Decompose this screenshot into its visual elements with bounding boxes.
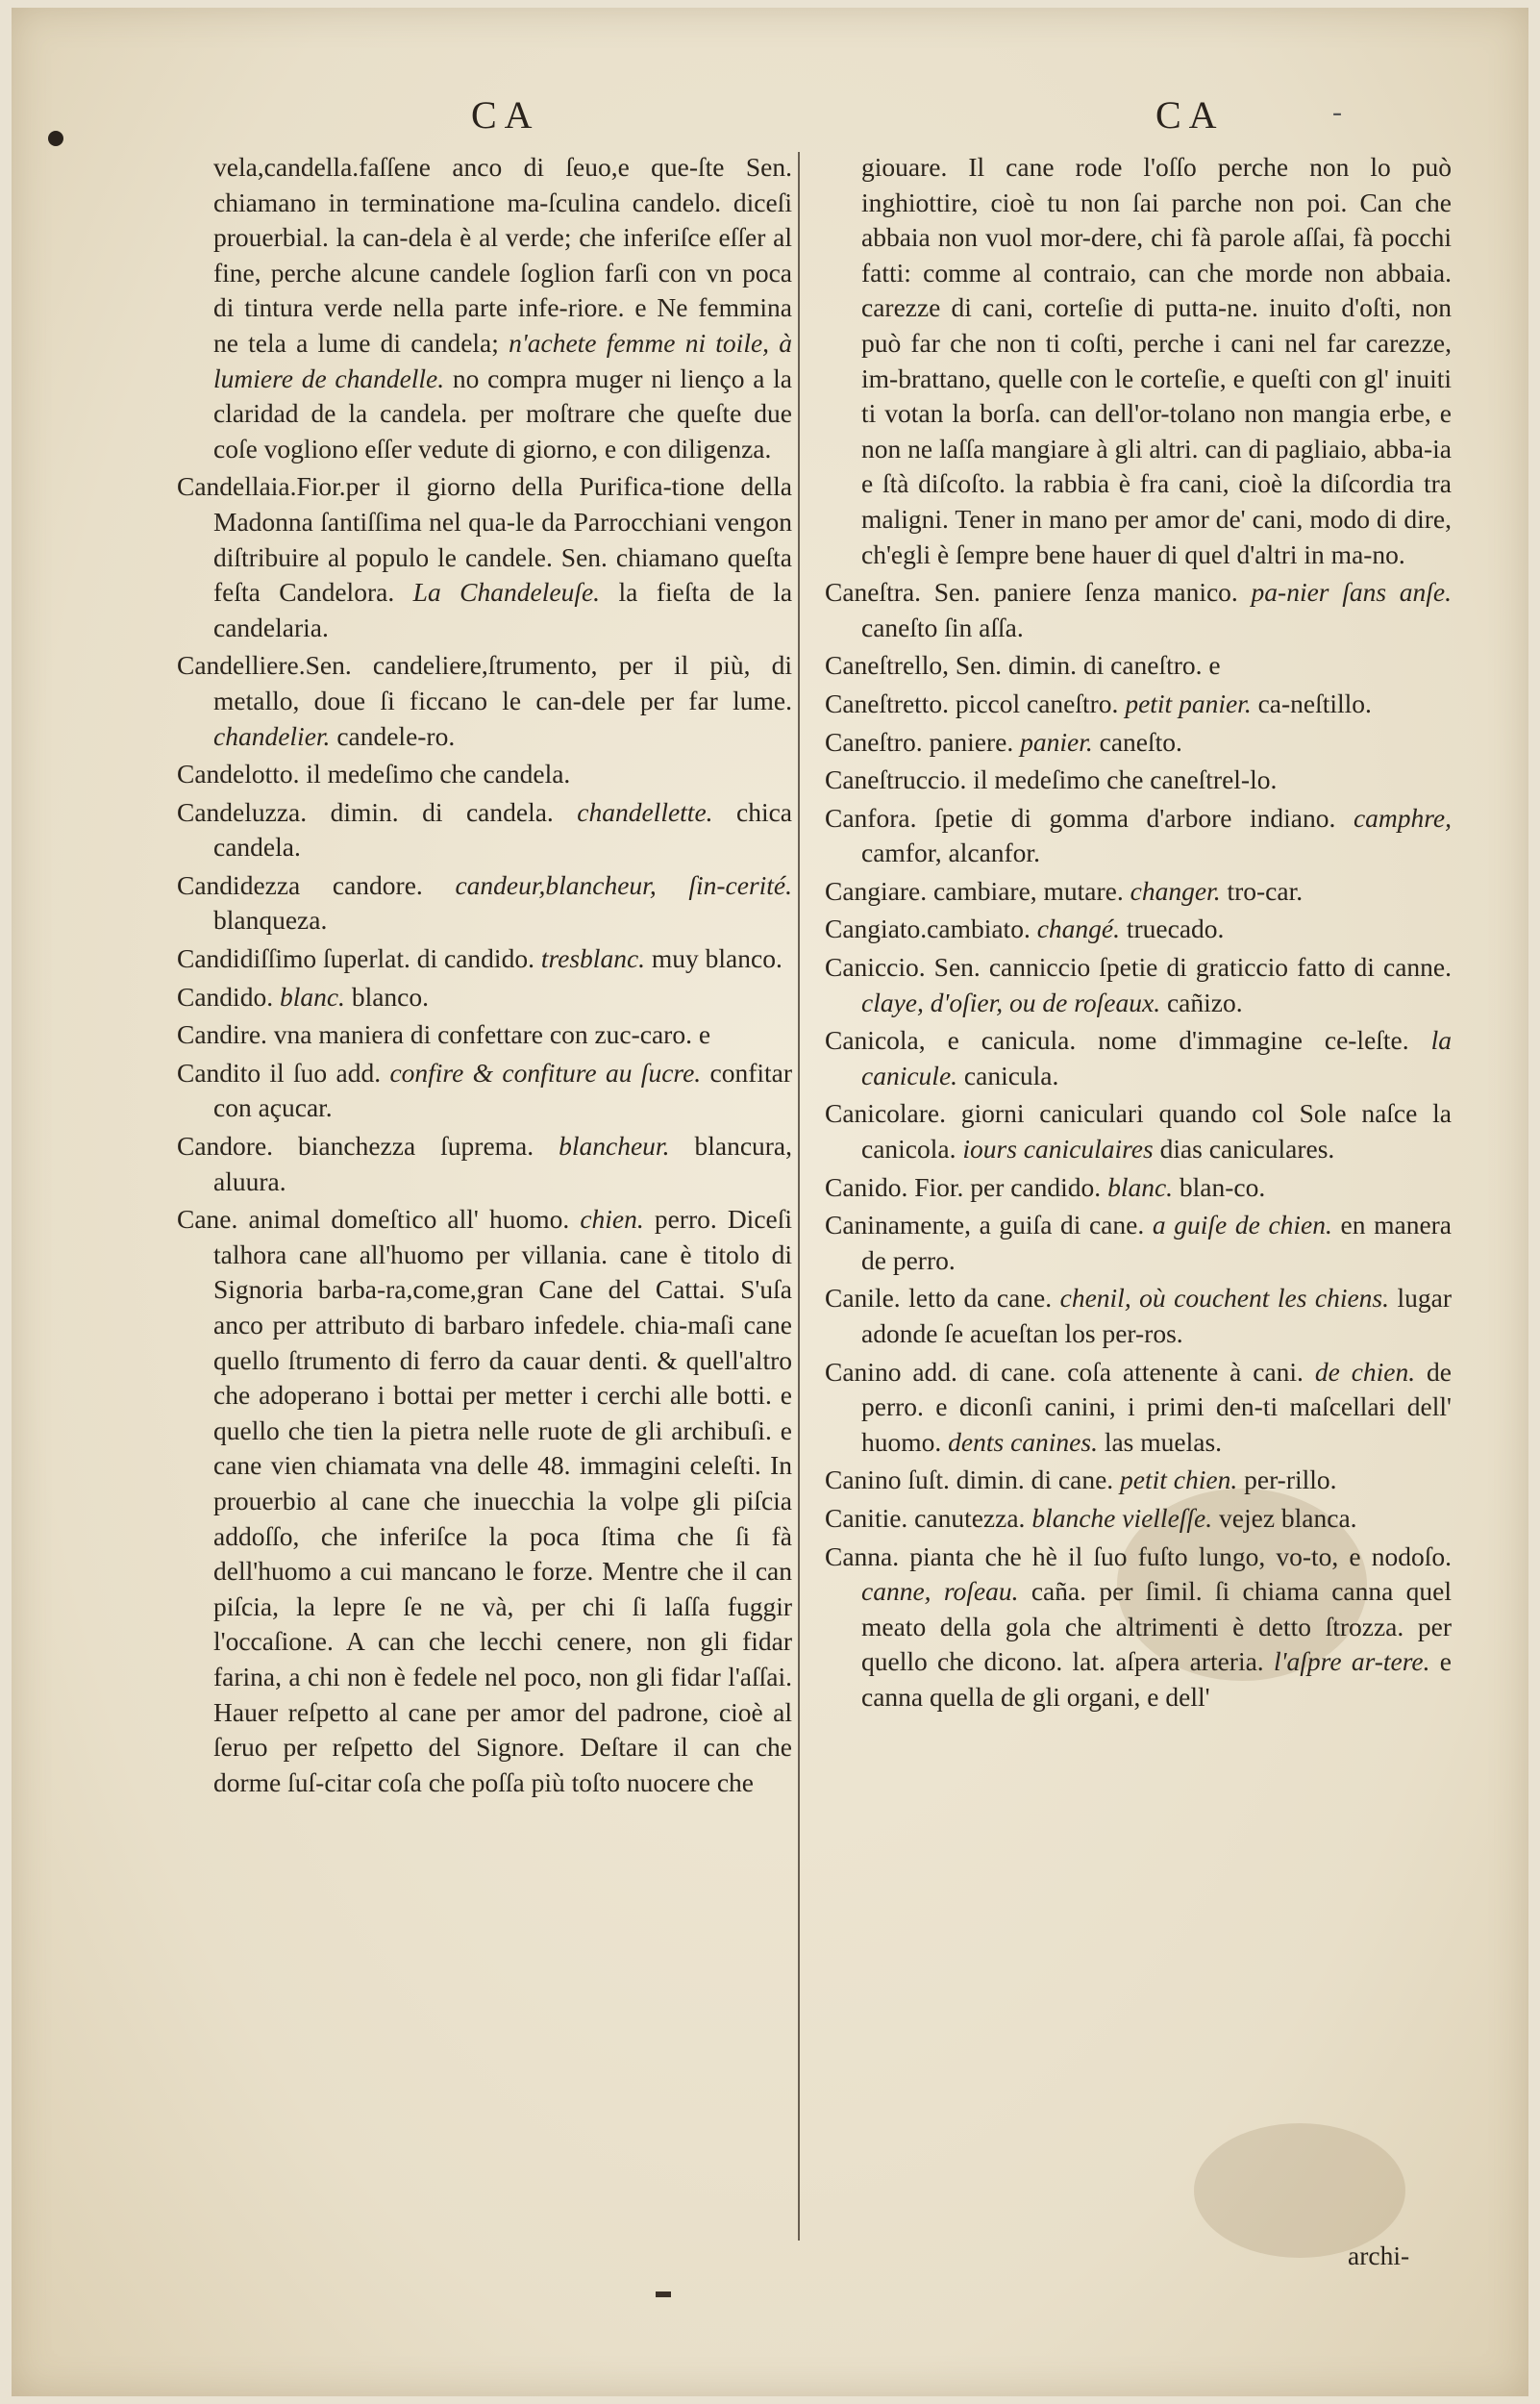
running-head-right: CA <box>1155 93 1225 137</box>
french-equivalent: confire & confiture au ſucre. <box>389 1057 702 1088</box>
entry-text: Canicolare. giorni caniculari quando col Sole naſce la canicola. <box>825 1098 1452 1164</box>
entry-text: canicula. <box>963 1060 1059 1090</box>
entry-text: Cangiato.cambiato. <box>825 914 1031 944</box>
right-column <box>825 150 1452 1718</box>
dictionary-entry <box>177 150 792 466</box>
entry-text: vela,candella.faſſene anco di ſeuo,e que-ſte Sen. chiamano in terminatione ma-ſculina candelo. diceſi prouerbial. la can-dela è al verde; che inferiſce eſſer al fine, perche alcune candele ſoglion farſi con vn poca di tintura verde nella parte infe-riore. e Ne femmina ne tela a lume di candela; <box>213 152 792 358</box>
dictionary-entry <box>825 648 1452 684</box>
entry-text: Canino ſuſt. dimin. di cane. <box>825 1465 1114 1495</box>
entry-text: e canna quella de gli organi, e dell' <box>861 1646 1453 1712</box>
entry-text: Candire. vna maniera di confettare con zuc-caro. e <box>177 1019 711 1050</box>
entry-text: Caneſtretto. piccol caneſtro. <box>825 688 1119 718</box>
entry-text: Canino add. di cane. coſa attenente à cani. <box>825 1356 1304 1387</box>
entry-text: blanqueza. <box>213 905 328 936</box>
french-equivalent: blanc. <box>279 981 345 1012</box>
entry-text: Caniccio. Sen. canniccio ſpetie di graticcio fatto di canne. <box>825 952 1452 983</box>
dictionary-entry <box>177 1202 792 1800</box>
entry-text: tro-car. <box>1227 875 1304 906</box>
dictionary-entry <box>825 801 1452 871</box>
ink-blot <box>48 131 63 146</box>
dictionary-entry <box>177 648 792 754</box>
entry-text: muy blanco. <box>651 943 782 974</box>
entry-text: blanco. <box>351 981 429 1012</box>
book-page <box>12 8 1528 2396</box>
catchword: archi- <box>1348 2241 1410 2270</box>
entry-text: truecado. <box>1126 914 1225 944</box>
entry-text: las muelas. <box>1104 1426 1223 1457</box>
entry-text: Caneſtro. paniere. <box>825 726 1014 757</box>
entry-text: per-rillo. <box>1244 1465 1337 1495</box>
dictionary-entry <box>825 950 1452 1020</box>
entry-text: Candelliere.Sen. candeliere,ſtrumento, per il più, di metallo, doue ſi ficcano le can-dele per far lume. <box>177 650 792 715</box>
dictionary-entry <box>825 1023 1452 1093</box>
french-equivalent: iours caniculaires <box>962 1134 1154 1164</box>
entry-text: blan-co. <box>1179 1171 1266 1202</box>
dictionary-entry <box>177 1017 792 1053</box>
entry-text: vejez blanca. <box>1219 1502 1357 1533</box>
dictionary-entry <box>177 795 792 865</box>
entry-text: Caninamente, a guiſa di cane. <box>825 1210 1145 1240</box>
entry-text: Candeluzza. dimin. di candela. <box>177 796 554 827</box>
dictionary-entry <box>825 763 1452 798</box>
entry-text: blancura, aluura. <box>213 1131 793 1196</box>
entry-text: no compra muger ni lienço a la claridad de la candela. per moſtrare che queſte due coſe vogliono eſſer vedute di giorno, e con diligenza. <box>213 363 792 463</box>
entry-text: Candore. bianchezza ſuprema. <box>177 1131 534 1162</box>
header-dash: - <box>1332 96 1342 128</box>
entry-text: Canile. letto da cane. <box>825 1283 1053 1314</box>
entry-text: ca-neſtillo. <box>1257 688 1372 718</box>
dictionary-entry <box>825 1540 1452 1715</box>
entry-text: confitar con açucar. <box>213 1057 793 1123</box>
french-equivalent: chien. <box>580 1204 644 1235</box>
entry-text: Caneſtrello, Sen. dimin. di caneſtro. e <box>825 650 1221 681</box>
running-head-left: CA <box>471 93 540 137</box>
foxing-stain <box>1194 2123 1405 2258</box>
dictionary-entry <box>825 912 1452 947</box>
dictionary-entry <box>177 469 792 645</box>
french-equivalent: tresblanc. <box>540 943 646 974</box>
entry-text: la fieſta de la candelaria. <box>213 577 793 642</box>
left-column <box>177 150 792 1803</box>
french-equivalent: petit chien. <box>1120 1465 1238 1495</box>
dictionary-entry <box>825 687 1452 722</box>
french-equivalent: chenil, où couchent les chiens. <box>1059 1283 1390 1314</box>
entry-text: Canfora. ſpetie di gomma d'arbore indiano. <box>825 802 1336 833</box>
dictionary-entry <box>825 1208 1452 1278</box>
french-equivalent: l'aſpre ar-tere. <box>1273 1646 1430 1677</box>
entry-text: Canicola, e canicula. nome d'immagine ce-leſte. <box>825 1025 1409 1056</box>
entry-text: caña. per ſimil. ſi chiama canna quel meato della gola che altrimenti è detto ſtrozza. per quello che dicono. lat. aſpera arteria. <box>861 1576 1452 1677</box>
entry-text: cañizo. <box>1166 987 1243 1017</box>
entry-text: Canna. pianta che hè il ſuo fuſto lungo, vo-to, e nodoſo. <box>825 1540 1452 1571</box>
entry-text: dias caniculares. <box>1159 1134 1335 1164</box>
entry-text: Candido. <box>177 981 274 1012</box>
french-equivalent: dents canines. <box>948 1426 1098 1457</box>
french-equivalent: n'achete femme ni toile, à lumiere de chandelle. <box>213 327 792 393</box>
entry-text: Caneſtruccio. il medeſimo che caneſtrel-lo. <box>825 764 1278 795</box>
french-equivalent: pa-nier ſans anſe. <box>1251 577 1453 608</box>
dictionary-entry <box>177 868 792 939</box>
dictionary-entry <box>177 1129 792 1199</box>
entry-text: Candelotto. il medeſimo che candela. <box>177 759 571 789</box>
entry-text: candele-ro. <box>336 720 456 751</box>
entry-text: Caneſtra. Sen. paniere ſenza manico. <box>825 577 1238 608</box>
entry-text: Canitie. canutezza. <box>825 1502 1026 1533</box>
french-equivalent: chandelier. <box>213 720 331 751</box>
french-equivalent: chandellette. <box>577 796 713 827</box>
dictionary-entry <box>825 725 1452 761</box>
entry-text: perro. Diceſi talhora cane all'huomo per villania. cane è titolo di Signoria barba-ra,come,gran Cane del Cattai. S'uſa anco per attributo di barbaro infedele. chia-maſi cane quello ſtrumento di ferro da cauar denti. & quell'altro che adoperano i bottai per metter i cerchi alle botti. e quello che tien la pietra nelle ruote de gli archibuſi. e cane vien chiamata vna delle 48. immagini celeſti. In prouerbio al cane che inuecchia la volpe gli piſcia addoſſo, che inferiſce la poca ſtima che ſi fà dell'huomo a cui mancano le forze. Mentre che il can piſcia, la lepre ſe ne và, per chi ſi laſſa fuggir l'occaſione. A can che lecchi cenere, non gli fidar farina, a chi non è fedele nel poco, non gli fidar l'aſſai. Hauer reſpetto al cane per amor del padrone, cioè al ſeruo per reſpetto del Signore. Deſtare il can che dorme ſuſ-citar coſa che poſſa più toſto nuocere che <box>213 1204 793 1797</box>
entry-text: chica candela. <box>213 796 793 863</box>
entry-text: Candidezza candore. <box>177 869 423 900</box>
dictionary-entry <box>825 575 1452 645</box>
entry-text: Canido. Fior. per candido. <box>825 1171 1102 1202</box>
entry-text: Cangiare. cambiare, mutare. <box>825 875 1124 906</box>
entry-text: lugar adonde ſe acueſtan los per-ros. <box>861 1283 1452 1348</box>
french-equivalent: blanche vielleſſe. <box>1031 1502 1213 1533</box>
dictionary-entry <box>177 941 792 977</box>
french-equivalent: claye, d'oſier, ou de roſeaux. <box>861 987 1161 1017</box>
entry-text: Cane. animal domeſtico all' huomo. <box>177 1204 570 1235</box>
dictionary-entry <box>177 757 792 792</box>
french-equivalent: candeur,blancheur, ſin-cerité. <box>455 869 793 900</box>
dictionary-entry <box>825 150 1452 572</box>
entry-text: de perro. e diconſi canini, i primi den-ti maſcellari dell' huomo. <box>861 1356 1452 1457</box>
dictionary-entry <box>825 1281 1452 1351</box>
entry-text: Candidiſſimo ſuperlat. di candido. <box>177 943 534 974</box>
dictionary-entry <box>825 874 1452 910</box>
french-equivalent: La Chandeleuſe. <box>412 577 601 608</box>
entry-text: giouare. Il cane rode l'oſſo perche non lo può inghiottire, cioè tu non ſai parche non poi. Can che abbaia non vuol mor-dere, chi fà parole aſſai, fà pocchi fatti: comme al contraio, can che morde non abbaia. carezze di cani, corteſie di putta-ne. inuito d'oſti, non può far che non ti coſti, perche i cani nel far carezze, im-brattano, quelle con le corteſie, e queſti con gl' inuiti ti votan la borſa. can dell'or-tolano non mangia erbe, e non ne laſſa mangiare à gli altri. can di pagliaio, abba-ia e ſtà diſcoſto. la rabbia è fra cani, cioè la diſcordia tra maligni. Tener in mano per amor de' cani, modo di dire, ch'egli è ſempre bene hauer di quel d'altri in ma-no. <box>861 152 1452 569</box>
french-equivalent: changé. <box>1036 914 1120 944</box>
french-equivalent: canne, roſeau. <box>861 1576 1019 1607</box>
entry-text: caneſto ſin aſſa. <box>861 612 1024 642</box>
french-equivalent: a guiſe de chien. <box>1152 1210 1332 1240</box>
french-equivalent: camphre, <box>1353 802 1453 833</box>
dictionary-entry <box>825 1463 1452 1498</box>
french-equivalent: panier. <box>1020 726 1093 757</box>
entry-text: en manera de perro. <box>861 1210 1453 1275</box>
french-equivalent: la canicule. <box>861 1025 1453 1090</box>
dictionary-entry <box>825 1096 1452 1166</box>
dictionary-entry <box>825 1170 1452 1206</box>
french-equivalent: de chien. <box>1314 1356 1416 1387</box>
column-rule <box>798 152 800 2241</box>
french-equivalent: petit panier. <box>1125 688 1252 718</box>
french-equivalent: blancheur. <box>559 1131 670 1162</box>
dictionary-entry <box>177 980 792 1015</box>
dictionary-entry <box>177 1056 792 1126</box>
entry-text: camfor, alcanfor. <box>861 838 1040 868</box>
footer-mark <box>656 2291 671 2297</box>
dictionary-entry <box>825 1355 1452 1461</box>
entry-text: Candellaia.Fior.per il giorno della Purifica-tione della Madonna ſantiſſima nel qua-le da Parrocchiani vengon diſtribuire al populo le candele. Sen. chiamano queſta feſta Candelora. <box>177 471 792 608</box>
french-equivalent: blanc. <box>1107 1171 1174 1202</box>
entry-text: caneſto. <box>1099 726 1182 757</box>
entry-text: Candito il ſuo add. <box>177 1057 382 1088</box>
dictionary-entry <box>825 1501 1452 1537</box>
french-equivalent: changer. <box>1130 875 1221 906</box>
